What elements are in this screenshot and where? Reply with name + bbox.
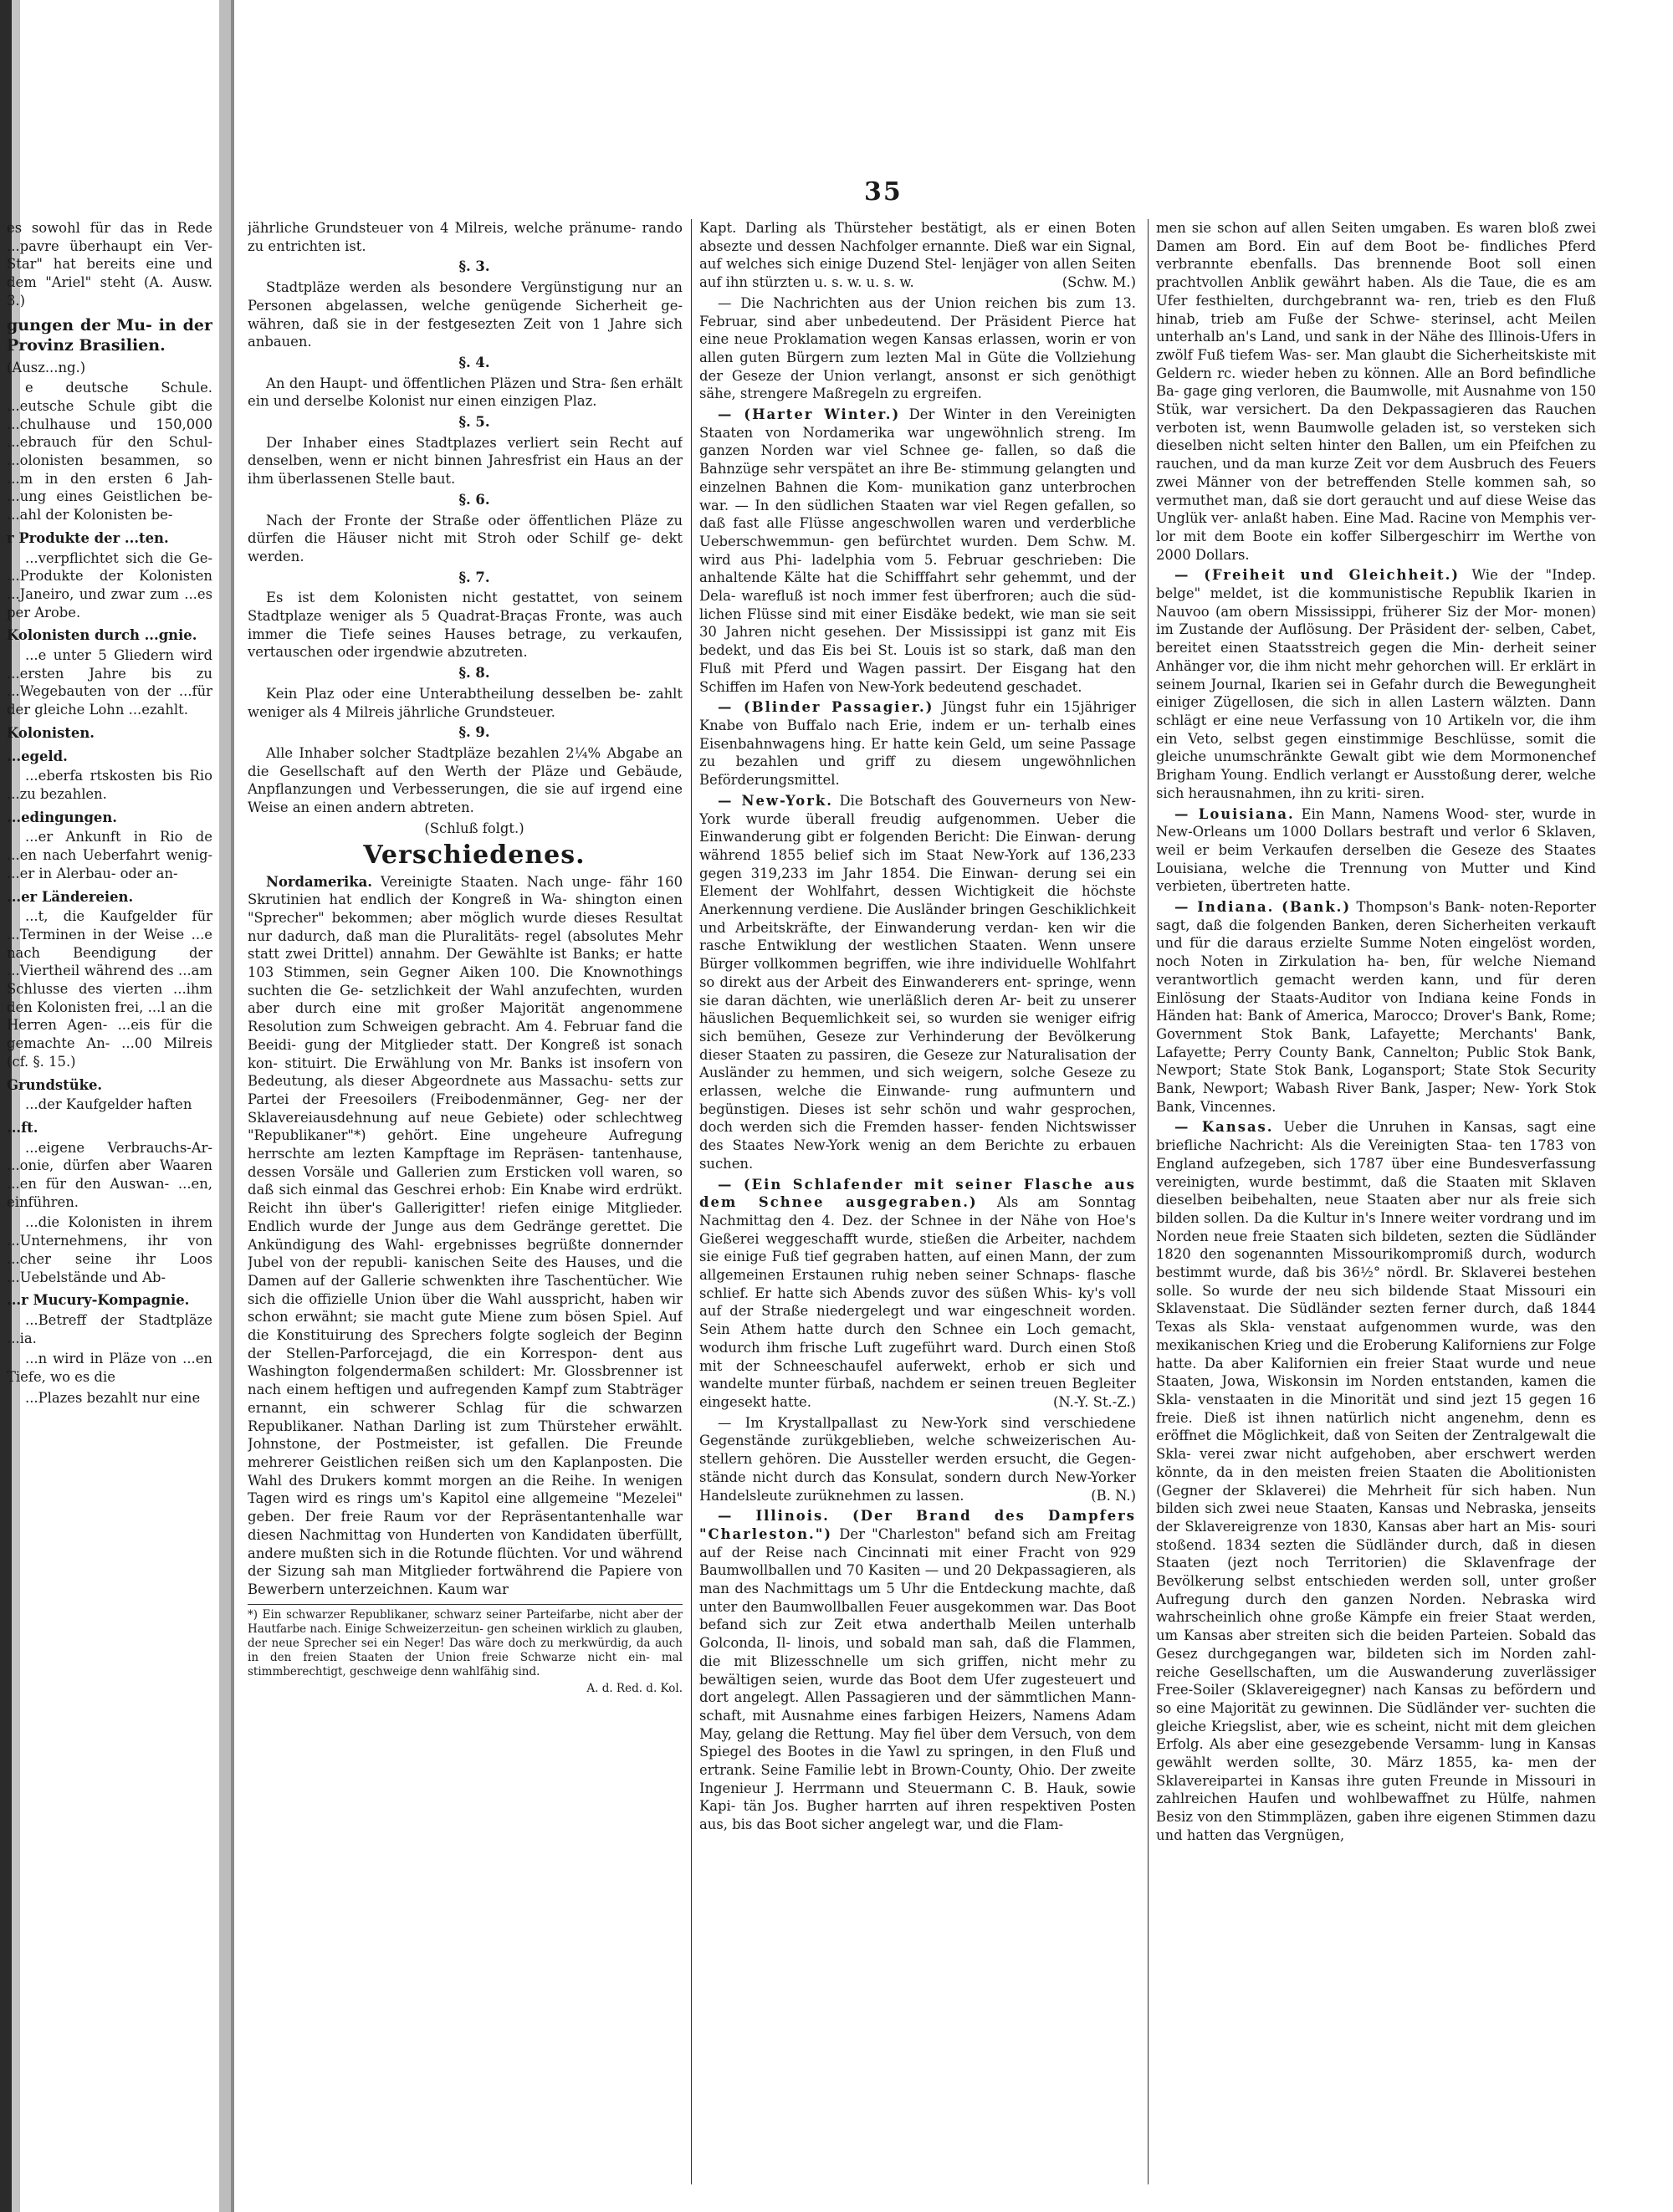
section-sign: §. 9. (458, 724, 490, 741)
news-item-text: Die Botschaft des Gouverneurs von New-York wurde überall freudig aufgenommen. Ueber die Einwanderung gibt er folgenden Bericht: Die Einwan- derung während 1855 belief sich im Staat New-York auf 136,233 gegen 319,233 im Jahr 1854. Die Einwan- derung sei ein Element der Wohlfahrt, dessen Wichtigkeit die höchste Anerkennung verdiene. Die Ausländer bringen Geschiklichkeit und Arbeitskräfte, der Einwanderung verdan- ken wir die rasche Entwiklung der westlichen Staaten. Wenn unsere Bürger vollkommen begriffen, wie ihre individuelle Wohlfahrt so direkt aus der Arbeit des Einwanderers ent- springe, wenn sie daran dächten, wie unerläßlich deren Ar- beit zu unserer häuslichen Bequemlichkeit sei, so wurden sie weniger eifrig sich bemühen, Geseze zur Verhinderung der Bevölkerung dieser Staaten zu passiren, die Geseze zur Naturalisation der Ausländer zu hemmen, und sich weigern, solche Geseze zu erlassen, welche die Einwande- rung aufmuntern und begünstigen. Dieses ist sehr schön und wahr gesprochen, doch werden sich die Fremden hasser- fenden Nichtswisser des Staates New-York wenig an dem Berichte zu erbauen suchen. (699, 792, 1136, 1172)
footnote (248, 1604, 683, 1696)
news-item-lead: — (Blinder Passagier.) (718, 699, 934, 716)
news-item-lead: — (Freiheit und Gleichheit.) (1174, 567, 1461, 584)
news-paragraph (248, 873, 683, 1599)
news-item (1156, 219, 1596, 564)
col1-paragraph: ...die Kolonisten in ihrem ...Unternehmens, ihr von ...cher seine ihr Loos ...Uebelstände und Ab- (7, 1214, 212, 1285)
column-divider (1148, 219, 1149, 2184)
col1-paragraph: ...der Kaufgelder haften (25, 1096, 192, 1113)
section-text: Alle Inhaber solcher Stadtpläze bezahlen 2¼% Abgabe an die Gesellschaft auf den Werth der Pläze und Gebäude, Anpflanzungen und Verbesserungen, die sie auf irgend eine Weise an einen andern abtreten. (248, 744, 683, 816)
section-text: Der Inhaber eines Stadtplazes verliert sein Recht auf denselben, wenn er nicht binnen Jahresfrist ein Haus an der ihm überlassenen Stelle baut. (248, 434, 683, 488)
news-item-text: — Die Nachrichten aus der Union reichen bis zum 13. Februar, sind aber unbedeutend. Der Präsident Pierce hat eine neue Proklamation wegen Kansas erlassen, worin er von allen guten Bürgern zum lezten Mal in Güte die Vollziehung der Geseze der Union verlangt, ansonst er sich genöthigt sähe, strengere Maßregeln zu ergreifen. (699, 294, 1136, 402)
column-2 (248, 219, 683, 2193)
col1-paragraph: ...t, die Kaufgelder für ...Terminen in der Weise ...e nach Beendigung der ...Viertheil während des ...am Schlusse des vierten ...ihm den Kolonisten frei, ...l an die Herren Agen- ...eis für die gemachte An- ...00 Milreis (cf. §. 15.) (7, 908, 212, 1070)
news-item (699, 1507, 1136, 1834)
news-item (1156, 805, 1596, 897)
col1-paragraph: e deutsche Schule. ...eutsche Schule gibt die ...chulhause und 150,000 ...ebrauch für den Schul- ...olonisten besammen, so ...m in den ersten 6 Jah- ...ung eines Geistlichen be- ...ahl der Kolonisten be- (7, 380, 212, 524)
col1-subheading: Grundstüke. (7, 1076, 103, 1093)
col1-subheading: Kolonisten durch ...gnie. (7, 627, 197, 644)
news-item-lead: — New-York. (718, 792, 833, 809)
to-be-continued: (Schluß folgt.) (424, 820, 524, 836)
news-item (699, 1176, 1136, 1412)
news-item-text: Wie der "Indep. belge" meldet, ist die kommunistische Republik Ikarien in Nauvoo (am obern Mississippi, früherer Siz der Mor- monen) im Zustande der Auflösung. Der Präsident der- selben, Cabet, bereitet einen Staatsstreich gegen die Min- derheit seiner Anhänger vor, die ihm nicht mehr gehorchen will. Er erklärt in seinem Journal, Ikarien sei in Gefahr durch die Bewegungheit einiger Zügellosen, die sich in allen Lastern wälzten. Dann schlägt er eine neue Verfassung von 10 Artikeln vor, die ihm ein Veto, selbst gegen einstimmige Beschlüsse, somit die gleiche unumschränkte Gewalt gibt wie dem Mormonenchef Brigham Young. Endlich verlangt er Ausstoßung derer, welche sich herausnahmen, ihn zu kriti- siren. (1156, 567, 1596, 801)
col1-subheading: ...edingungen. (7, 809, 117, 825)
news-item-lead: — Kansas. (1174, 1119, 1274, 1136)
section-title: Verschiedenes. (363, 840, 586, 870)
news-item-source: (B. N.) (1091, 1487, 1136, 1504)
col1-subheading: ...er Ländereien. (7, 888, 134, 905)
news-item-lead: — Indiana. (Bank.) (1174, 899, 1352, 916)
column-3 (699, 219, 1136, 2201)
news-item (699, 219, 1136, 292)
section-sign: §. 6. (458, 491, 490, 508)
col1-paragraph: ...verpflichtet sich die Ge- ...Produkte der Kolonisten ...Janeiro, und zwar zum ...es per Arobe. (7, 549, 212, 621)
section-text: An den Haupt- und öffentlichen Pläzen und Stra- ßen erhält ein und derselbe Kolonist nur einen einzigen Plaz. (248, 375, 683, 410)
news-item (1156, 566, 1596, 802)
col1-paragraph: (Ausz...ng.) (7, 359, 86, 375)
col1-subheading: ...egeld. (7, 748, 68, 764)
column-1 (0, 219, 212, 2193)
news-item (1156, 1118, 1596, 1844)
column-divider (691, 219, 692, 2184)
section-sign: §. 5. (458, 414, 490, 431)
news-item-text: Kapt. Darling als Thürsteher bestätigt, als er einen Boten absezte und dessen Nachfolger ernannte. Dieß war ein Signal, auf welches sich einige Duzend Stel- lenjäger von allen Seiten auf ihn stürzten u. s. w. u. s. w. (699, 220, 1136, 291)
news-item-text: Jüngst fuhr ein 15jähriger Knabe von Buffalo nach Erie, indem er un- terhalb eines Eisenbahnwagens hing. Er hatte kein Geld, um seine Passage zu bezahlen und griff zu diesem ungewöhnlichen Beförderungsmittel. (699, 699, 1136, 789)
binding-gutter (219, 0, 231, 2212)
news-item-lead: — (Harter Winter.) (718, 406, 901, 423)
news-item-text: — Im Krystallpallast zu New-York sind verschiedene Gegenstände zurükgeblieben, welche schweizerischen Au- stellern gehören. Die Aussteller werden ersucht, die Gegen- stände nicht durch das Konsulat, sondern durch New-Yorker Handelsleute zurüknehmen zu lassen. (699, 1414, 1136, 1504)
col1-paragraph: ...er Ankunft in Rio de ...en nach Ueberfahrt wenig- ...er in Alerbau- oder an- (7, 829, 212, 881)
news-item-text: Der "Charleston" befand sich am Freitag auf der Reise nach Cincinnati mit einer Fracht von 929 Baumwollballen und 70 Kasiten — und 20 Dekpassagieren, als man des Nachmittags um 5 Uhr die Entdeckung machte, daß unter den Baumwollballen Feuer ausgekommen war. Das Boot befand sich zur Zeit etwa anderthalb Meilen unterhalb Golconda, Il- linois, und sobald man sah, daß die Flammen, die mit Blizesschnelle um sich griffen, nicht mehr zu bewältigen seien, wurde das Boot dem Ufer zugesteuert und dort angelegt. Allen Passagieren und der sämmtlichen Mann- schaft, mit Ausnahme eines farbigen Heizers, Namens Adam May, gelang die Rettung. May fiel über dem Versuch, von dem Spiegel des Bootes in die Yawl zu springen, in den Fluß und ertrank. Seine Familie lebt in Brown-County, Ohio. Der zweite Ingenieur J. Herrmann und Steuermann C. B. Hauk, sowie Kapi- tän Jos. Bugher harrten auf ihren respektiven Posten aus, bis das Boot sicher angelegt war, und die Flam- (699, 1525, 1136, 1833)
news-item (1156, 898, 1596, 1116)
news-item-text: Der Winter in den Vereinigten Staaten von Nordamerika war ungewöhnlich streng. Im ganzen Norden war viel Schnee ge- fallen, so daß die Bahnzüge sehr verspätet an ihre Be- stimmung gelangten und einzelnen Bahnen die Kom- munikation ganz unterbrochen war. — In den südlichen Staaten war viel Regen gefallen, so daß fast alle Flüsse angeschwollen waren und verderbliche Ueberschwemmun- gen befürchtet wurden. Dem Schw. M. wird aus Phi- ladelphia vom 5. Februar geschrieben: Die anhaltende Kälte hat die Schifffahrt sehr gehemmt, und der Dela- warefluß ist noch immer fest überfroren; auch die süd- lichen Flüsse sind mit einer Eisdäke bedekt, wie man sie seit 30 Jahren nicht gesehen. Der Mississippi ist ganz mit Eis bedekt, und das Eis bei St. Louis ist so stark, daß man den Fluß mit Pferd und Wagen passirt. Der Eisgang hat den Schiffen im Hafen von New-York bedeutend geschadet. (699, 406, 1136, 695)
section-text: Stadtpläze werden als besondere Vergünstigung nur an Personen abgelassen, welche genügende Sicherheit ge- währen, daß sie in der festgesezten Zeit von 1 Jahre sich anbauen. (248, 279, 683, 350)
col1-paragraph: ...n wird in Pläze von ...en Tiefe, wo es die (7, 1351, 212, 1386)
news-item-lead: — Illinois. (Der Brand des Dampfers "Charleston.") (699, 1508, 1136, 1542)
news-item-source: (Schw. M.) (1062, 274, 1136, 291)
news-region: Vereinigte Staaten. (380, 873, 519, 890)
col1-subheading: ...r Mucury-Kompagnie. (7, 1292, 190, 1309)
col1-subheading: ...ft. (7, 1119, 38, 1136)
page-number: 35 (864, 177, 903, 207)
section-text: Nach der Fronte der Straße oder öffentlichen Pläze zu dürfen die Häuser nicht mit Stroh oder Schilf ge- dekt werden. (248, 512, 683, 564)
news-text: Nach unge- fähr 160 Skrutinien hat endlich der Kongreß in Wa- shington einen "Sprecher" bekommen; aber möglich wurde dieses Resultat nur dadurch, daß man die Pluralitäts- regel (absolutes Mehr statt zwei Drittel) annahm. Der Gewählte ist Banks; er hatte 103 Stimmen, sein Gegner Aiken 100. Die Knownothings suchten die Ge- setzlichkeit der Wahl anzufechten, wurden aber durch eine mit großer Majorität angenommene Resolution zum Schweigen gebracht. Am 4. Februar fand die Beeidi- gung der Mitglieder statt. Der Kongreß ist sonach kon- stituirt. Die Erwählung von Mr. Banks ist insofern von Bedeutung, als dieser Abgeordnete aus Massachu- setts zur Partei der Freesoilers (Freibodenmänner, Geg- ner der Sklavereiausdehnung auf neue Gebiete) oder schlechtweg "Republikaner"*) gehört. Eine ungeheure Aufregung herrschte am lezten Kampftage im Repräsen- tantenhause, dessen Vorsäle und Gallerien zum Ersticken voll waren, so daß sich einmal das Geschrei erhob: Ein Knabe wird erdrükt. Reicht ihn über's Gallerigitter! riefen einige Mitglieder. Endlich wurde der Junge aus dem Gedränge gerettet. Die Ankündigung des Wahl- ergebnisses begrüßte donnernder Jubel von der republi- kanischen Seite des Hauses, und die Damen auf der Gallerie schwenkten ihre Taschentücher. Wie sich die offizielle Union über die Wahl ausspricht, haben wir schon erwähnt; sie macht gute Miene zum bösen Spiel. Auf die Konstituirung des Sprechers folgte sogleich der Beginn der Stellen-Parforcejagd, die ein Korrespon- dent aus Washington folgendermaßen schildert: Mr. Glossbrenner ist nach einem heftigen und aufregenden Kampf zum Stabträger ernannt, ein schwerer Schlag für die schwarzen Republikaner. Nathan Darling ist zum Thürsteher erwählt. Johnstone, der Postmeister, ist gefallen. Die Freunde mehrerer Geistlichen reißen sich um den Kaplanposten. Die Wahl des Drukers kommt morgen an die Reihe. In wenigen Tagen wird es rings um's Kapitol eine allgemeine "Mezelei" geben. Der freie Raum vor der Repräsentantenhalle war diesen Nachmittag von Hunderten von Kandidaten überfüllt, andere mußten sich in die Rotunde flüchten. Vor und während der Sizung sah man Mitglieder fortwährend die Papiere von Bewerbern unterzeichnen. Kaum war (248, 873, 683, 1597)
col1-paragraph: es sowohl für das in Rede ...pavre überhaupt ein Ver- Star" hat bereits eine und dem "Ariel" steht (A. Ausw. 3.) (7, 220, 212, 309)
news-item (699, 294, 1136, 403)
section-sign: §. 3. (458, 258, 490, 275)
col1-paragraph: ...Plazes bezahlt nur eine (25, 1389, 201, 1406)
news-item-text: Als am Sonntag Nachmittag den 4. Dez. der Schnee in der Nähe von Hoe's Gießerei weggeschafft wurde, stießen die Arbeiter, nachdem sie einige Fuß tief gegraben hatten, auf einen Mann, der zum allgemeinen Erstaunen ruhig neben seiner Schnaps- flasche schlief. Er hatte sich Abends zuvor des süßen Whis- ky's voll auf der Straße niedergelegt und war eingeschneit worden. Sein Athem hatte durch den Schnee ein Loch gemacht, wodurch ihm frische Luft zugeführt ward. Durch einen Stoß mit der Schneeschaufel auferwekt, erhob er sich und wandelte munter fürbaß, nachdem er seinen treuen Begleiter eingesekt hatte. (699, 1194, 1136, 1410)
col1-paragraph: ...eigene Verbrauchs-Ar- ...onie, dürfen aber Waaren ...en für den Auswan- ...en, einführen. (7, 1139, 212, 1210)
col1-paragraph: ...Betreff der Stadtpläze ...ia. (7, 1311, 212, 1346)
news-item (699, 406, 1136, 696)
footnote-signature: A. d. Red. d. Kol. (586, 1681, 683, 1695)
section-sign: §. 7. (458, 569, 490, 585)
news-item-source: (N.-Y. St.-Z.) (1052, 1394, 1136, 1410)
column-4 (1156, 219, 1596, 2201)
statute-intro: jährliche Grundsteuer von 4 Milreis, welche pränume- rando zu entrichten ist. (248, 220, 683, 254)
news-item-text: Ein Mann, Namens Wood- ster, wurde in New-Orleans um 1000 Dollars bestraft und verlor 6 Sklaven, weil er beim Verkaufen derselben die Geseze des Staates Louisiana, welche die Trennung von Mutter und Kind verbieten, übertreten hatte. (1156, 805, 1596, 895)
news-item (699, 1414, 1136, 1505)
news-item-text: Ueber die Unruhen in Kansas, sagt eine briefliche Nachricht: Als die Vereinigten Staa- ten 1783 von England aufzegeben, sich 1787 über eine Bundesverfassung vereinigten, wurde bestimmt, daß die Staaten mit Sklaven dieselben beibehalten, neue Staaten aber nur als freie sich bilden sollen. Da die Kultur in's Innere weiter vordrang und im Norden neue freie Staaten sich bildeten, sezten die Südländer 1820 den sogenannten Missourikompromiß durch, wodurch bestimmt wurde, daß bis 36½° nördl. Br. Sklaverei bestehen solle. So wurde der neu sich bildende Staat Missouri ein Sklavenstaat. Die Südländer sezten ferner durch, daß 1844 Texas als Skla- venstaat aufgenommen wurde, was den mexikanischen Krieg und die Eroberung Kaliforniens zur Folge hatte. Da aber Kalifornien ein freier Staat wurde und neue Staaten, Jowa, Wiskonsin im Norden entstanden, kamen die Skla- venstaaten in die Minorität und sind jezt 15 gegen 16 freie. Dieß ist ihnen natürlich nicht angenehm, denn es eröffnet die Möglichkeit, daß von Seiten der Zentralgewalt die Skla- verei zwar nicht aufgehoben, aber erschwert werden könnte, da in den meisten freien Staaten die Abolitionisten (Gegner der Sklaverei) die Mehrheit für sich haben. Nun bilden sich zwei neue Staaten, Kansas und Nebraska, jenseits der Sklavereigrenze von 1830, Kansas aber hart an Mis- souri stoßend. 1834 sezten die Südländer durch, daß in diesen Staaten (jezt noch Territorien) die Sklavenfrage der Bevölkerung selbst entschieden werden soll, unter großer Aufregung durch den ganzen Norden. Nebraska wird wahrscheinlich ohne große Kämpfe ein freier Staat werden, um Kansas aber streiten sich die beiden Parteien. Sobald das Gesez durchgegangen war, bildeten sich im Norden zahl- reiche Gesellschaften, um die Auswanderung zuverlässiger Free-Soiler (Sklavereigegner) nach Kansas zu befördern und so eine Majorität zu gewinnen. Die Südländer ver- suchten die gleiche Kriegslist, aber, wie es scheint, nicht mit dem gleichen Erfolg. Als aber eine gesezgebende Versamm- lung in Kansas gewählt werden sollte, 30. März 1855, ka- men der Sklavereipartei in Kansas ihre guten Freunde in Missouri in zahlreichen Haufen und wohlbewaffnet zu Hülfe, nahmen Besiz von den Stimmpläzen, gaben ihre eigenen Stimmen dazu und hatten das Vergnügen, (1156, 1119, 1596, 1843)
footnote-text: *) Ein schwarzer Republikaner, schwarz seiner Parteifarbe, nicht aber der Hautfarbe nach. Einige Schweizerzeitun- gen scheinen wirklich zu glauben, der neue Sprecher sei ein Neger! Das wäre doch zu merkwürdig, da auch in den freien Staaten der Union freie Schwarze nicht ein- mal stimmberechtigt, geschweige denn wahlfähig sind. (248, 1607, 683, 1678)
news-item-lead: — Louisiana. (1174, 805, 1295, 822)
news-item-text: Thompson's Bank- noten-Reporter sagt, daß die folgenden Banken, deren Sicherheiten verkauft und für die daraus erzielte Summe Noten eingelöst worden, noch Noten in Zirkulation ha- ben, für welche Niemand verantwortlich gemacht werden kann, und für deren Einlösung der Staats-Auditor von Indiana keine Fonds in Händen hat: Bank of America, Marocco; Drover's Bank, Rome; Government Stok Bank, Lafayette; Merchants' Bank, Lafayette; Perry County Bank, Cannelton; Public Stok Bank, Newport; State Stok Bank, Logansport; State Stok Security Bank, Newport; Wabash River Bank, Jasper; New- York Stok Bank, Vincennes. (1156, 899, 1596, 1115)
col1-subheading: r Produkte der ...ten. (7, 529, 169, 546)
section-sign: §. 8. (458, 665, 490, 682)
news-item-lead: — (Ein Schlafender mit seiner Flasche aus dem Schnee ausgegraben.) (699, 1176, 1136, 1211)
news-item-text: men sie schon auf allen Seiten umgaben. Es waren bloß zwei Damen am Bord. Ein auf dem Boot be- findliches Pferd verbrannte ebenfalls. Das brennende Boot soll einen prachtvollen Anblik gewährt haben. Als die Taue, die es am Ufer festhielten, durchgebrannt wa- ren, trieb es den Fluß hinab, trieb am Fuße der Schwe- sterinsel, acht Meilen unterhalb an's Land, und sank in der Nähe des Illinois-Ufers in zwölf Fuß tiefem Was- ser. Man glaubt die Sicherheitskiste mit Geldern rc. wieder heben zu können. Alle an Bord befindliche Ba- gage ging verloren, die Baumwolle, mit Ausnahme von 150 Stük, war versichert. Da den Dekpassagieren das Rauchen verboten ist, wenn Baumwolle geladen ist, so versteken sich dieselben nicht selten hinter den Ballen, um ein Pfeifchen zu rauchen, und da man kurze Zeit vor dem Ausbruch des Feuers zwei Männer von der betreffenden Stelle kommen sah, so vermuthet man, daß sie dort geraucht und auf diese Weise das Unglük ver- anlaßt haben. Eine Mad. Racine von Memphis ver- lor mit dem Boote ein koffer Silbergeschirr im Werthe von 2000 Dollars. (1156, 220, 1596, 563)
section-text: Es ist dem Kolonisten nicht gestattet, von seinem Stadtplaze weniger als 5 Quadrat-Braças Fronte, was auch immer die Tiefe seines Hauses betrage, zu verkaufen, vertauschen oder irgendwie abzutreten. (248, 590, 683, 661)
news-item (699, 792, 1136, 1173)
section-sign: §. 4. (458, 354, 490, 370)
binding-gutter-line (231, 0, 234, 2212)
section-text: Kein Plaz oder eine Unterabtheilung desselben be- zahlt weniger als 4 Milreis jährliche Grundsteuer. (248, 685, 683, 720)
col1-heading: gungen der Mu- in der Provinz Brasilien. (7, 315, 212, 355)
news-lead: Nordamerika. (266, 873, 372, 890)
col1-paragraph: ...e unter 5 Gliedern wird ...ersten Jahre bis zu ...Wegebauten von der ...für der gleiche Lohn ...ezahlt. (7, 647, 212, 718)
col1-paragraph: ...eberfa rtskosten bis Rio ...zu bezahlen. (7, 768, 212, 802)
col1-subheading: Kolonisten. (7, 724, 95, 741)
news-item (699, 698, 1136, 789)
